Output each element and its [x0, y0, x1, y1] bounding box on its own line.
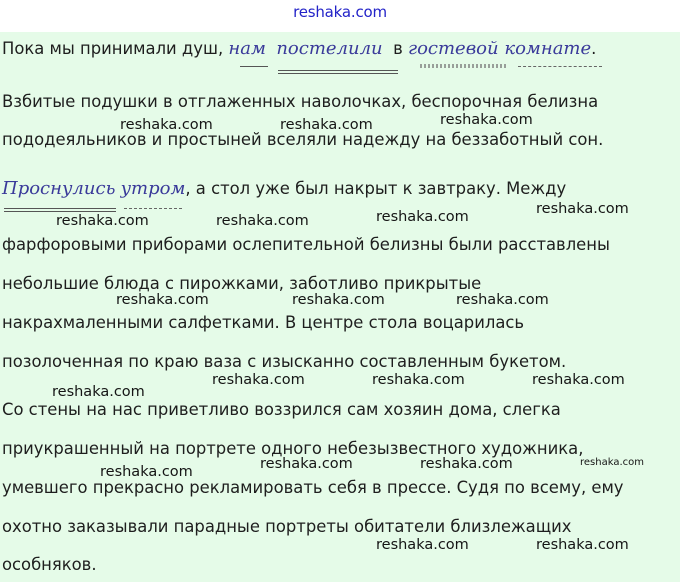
text-line: позолоченная по краю ваза с изысканно составленным букетом.	[2, 352, 567, 371]
double-underline-mark	[4, 208, 116, 209]
text-line: небольшие блюда с пирожками, заботливо прикрытые	[2, 274, 482, 293]
watermark: reshaka.com	[120, 117, 213, 133]
sentence-1	[2, 38, 596, 60]
watermark: reshaka.com	[56, 213, 149, 229]
text-line: Со стены на нас приветливо воззрился сам хозяин дома, слегка	[2, 400, 561, 419]
watermark: reshaka.com	[536, 201, 629, 217]
handwritten-adverbial: утром	[120, 178, 186, 199]
header	[0, 0, 680, 32]
underline-mark	[240, 66, 268, 67]
watermark: reshaka.com	[280, 117, 373, 133]
text-line: пододеяльников и простыней вселяли надежду на беззаботный сон.	[2, 130, 604, 149]
watermark: reshaka.com	[440, 112, 533, 128]
text-line: Взбитые подушки в отглаженных наволочках, беспорочная белизна	[2, 92, 599, 111]
watermark: reshaka.com	[100, 464, 193, 480]
watermark: reshaka.com	[292, 292, 385, 308]
text-line: приукрашенный на портрете одного небезызвестного художника,	[2, 439, 584, 458]
site-logo[interactable]: reshaka.com	[293, 3, 387, 21]
dotted-underline-mark	[124, 208, 182, 209]
text-panel	[0, 32, 680, 582]
wavy-underline-mark	[420, 64, 508, 68]
watermark: reshaka.com	[376, 537, 469, 553]
watermark: reshaka.com	[372, 372, 465, 388]
handwritten-subject: нам	[228, 38, 266, 59]
handwritten-predicate: постелили	[276, 38, 383, 59]
text-run: .	[591, 39, 597, 58]
watermark: reshaka.com	[532, 372, 625, 388]
text-line: накрахмаленными салфетками. В центре стола воцарилась	[2, 313, 525, 332]
watermark: reshaka.com	[216, 213, 309, 229]
text-run: Пока мы принимали душ,	[2, 39, 224, 58]
text-run: в	[393, 39, 403, 58]
text-line: особняков.	[2, 555, 97, 574]
watermark: reshaka.com	[116, 292, 209, 308]
watermark: reshaka.com	[376, 209, 469, 225]
sentence-3	[2, 178, 566, 200]
text-line: охотно заказывали парадные портреты обитатели близлежащих	[2, 517, 572, 536]
watermark: reshaka.com	[536, 537, 629, 553]
watermark: reshaka.com	[456, 292, 549, 308]
watermark: reshaka.com	[260, 456, 353, 472]
watermark: reshaka.com	[212, 372, 305, 388]
text-line: умевшего прекрасно рекламировать себя в прессе. Судя по всему, ему	[2, 478, 624, 497]
watermark: reshaka.com	[580, 457, 644, 468]
dotted-underline-mark	[518, 66, 602, 67]
text-run: , а стол уже был накрыт к завтраку. Между	[185, 179, 567, 198]
handwritten-adverbial: гостевой комнате	[407, 38, 592, 59]
double-underline-mark	[278, 70, 398, 71]
watermark: reshaka.com	[52, 384, 145, 400]
handwritten-predicate: Проснулись	[2, 178, 116, 199]
watermark: reshaka.com	[420, 456, 513, 472]
text-line: фарфоровыми приборами ослепительной белизны были расставлены	[2, 235, 610, 254]
